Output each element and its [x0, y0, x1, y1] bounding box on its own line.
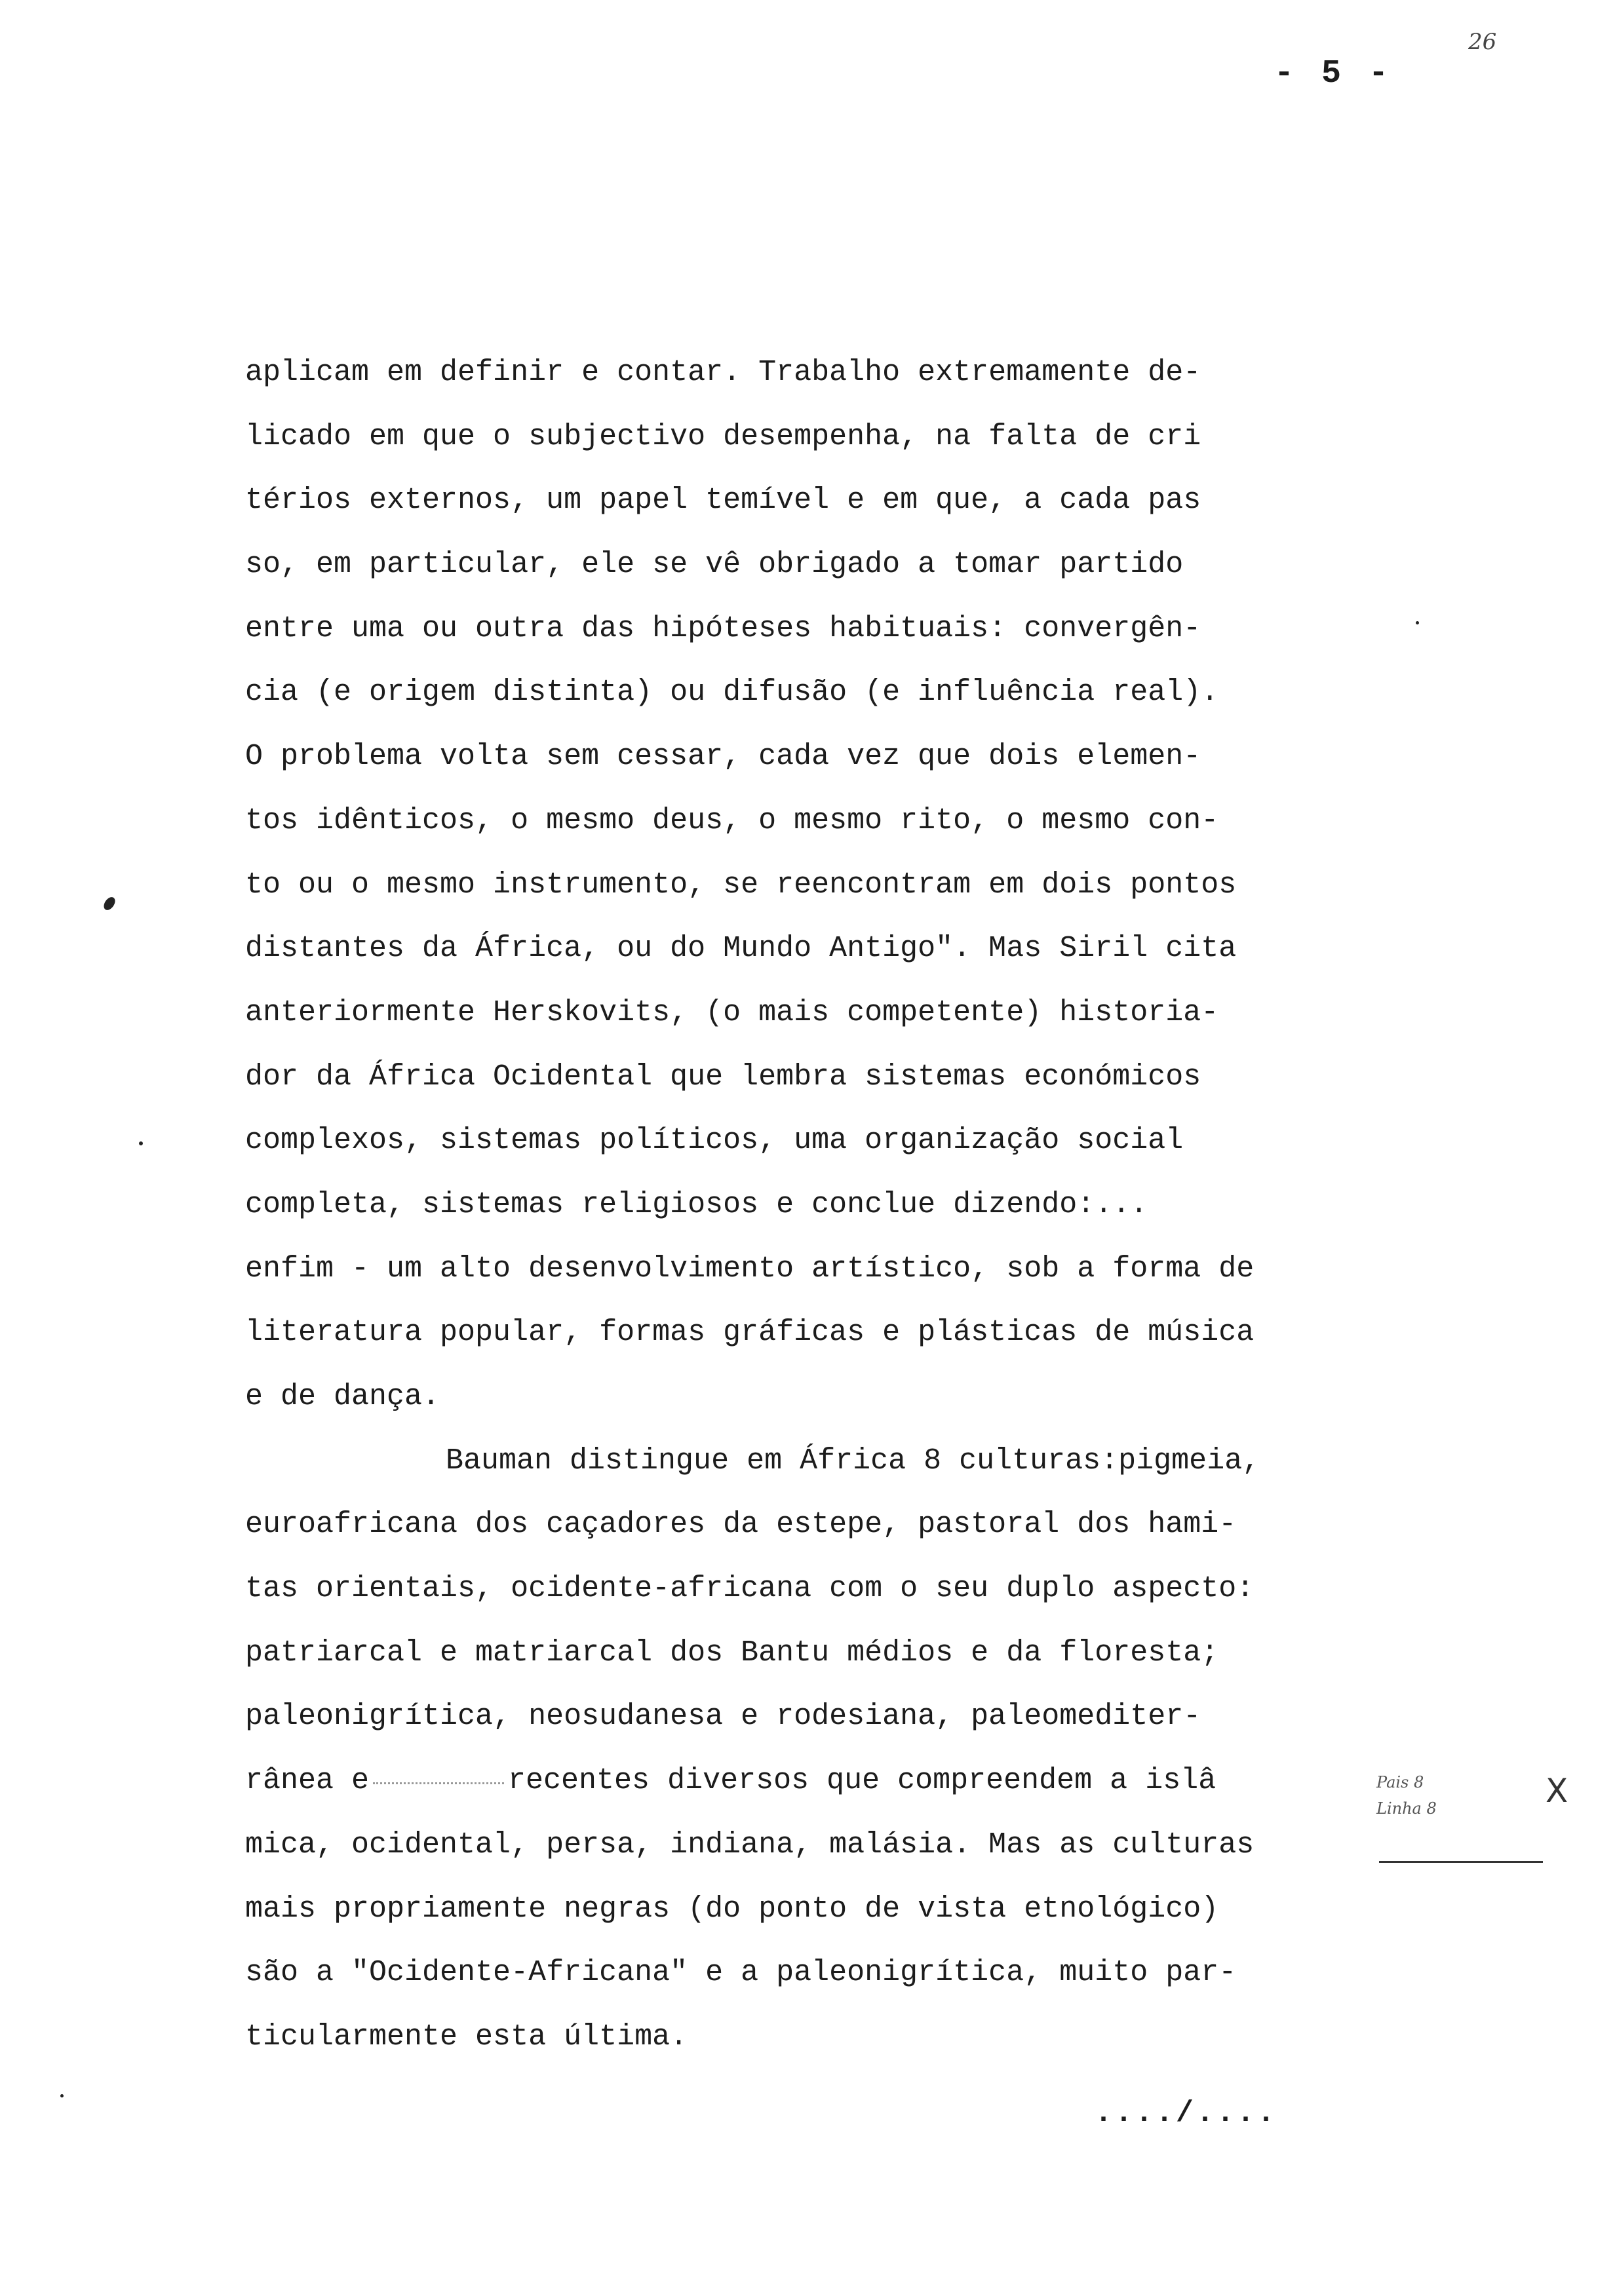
text-line: distantes da África, ou do Mundo Antigo". Mas Siril cita — [245, 932, 1237, 966]
text-line-with-gap — [245, 1749, 1386, 1813]
continuation-mark: ..../.... — [1095, 2097, 1278, 2130]
ink-speck — [102, 895, 117, 912]
text-line: são a "Ocidente-Africana" e a paleonigrítica, muito par- — [245, 1956, 1237, 1990]
text-line-indented: Bauman distingue em África 8 culturas:pigmeia, — [446, 1444, 1260, 1478]
text-line: térios externos, um papel temível e em que, a cada pas — [245, 484, 1201, 518]
ink-speck — [139, 1141, 143, 1145]
text-line: to ou o mesmo instrumento, se reencontram em dois pontos — [245, 868, 1237, 902]
page-number: - 5 - — [1274, 55, 1393, 92]
text-line: complexos, sistemas políticos, uma organização social — [245, 1124, 1184, 1158]
text-line: patriarcal e matriarcal dos Bantu médios e da floresta; — [245, 1636, 1219, 1670]
text-line: so, em particular, ele se vê obrigado a tomar partido — [245, 548, 1184, 582]
corner-handwritten-mark: 26 — [1468, 29, 1497, 55]
text-line: paleonigrítica, neosudanesa e rodesiana, paleomediter- — [245, 1700, 1201, 1734]
text-line: literatura popular, formas gráficas e plásticas de música — [245, 1316, 1255, 1350]
margin-x-mark: X — [1546, 1772, 1568, 1810]
text-line: tos idênticos, o mesmo deus, o mesmo rito, o mesmo con- — [245, 803, 1219, 837]
text-line: licado em que o subjectivo desempenha, na falta de cri — [245, 419, 1201, 453]
gap-line-start: rânea e — [245, 1764, 370, 1798]
ink-speck — [60, 2094, 64, 2097]
text-line: enfim - um alto desenvolvimento artístico, sob a forma de — [245, 1252, 1255, 1286]
body-text — [245, 341, 1386, 2069]
text-line: O problema volta sem cessar, cada vez que dois elemen- — [245, 740, 1201, 774]
text-line: e de dança. — [245, 1380, 440, 1413]
gap-line-end: recentes diversos que compreendem a islâ — [508, 1764, 1216, 1798]
text-line: aplicam em definir e contar. Trabalho extremamente de- — [245, 356, 1201, 389]
text-line: ticularmente esta última. — [245, 2019, 688, 2054]
text-line: anteriormente Herskovits, (o mais competente) historia- — [245, 995, 1219, 1029]
text-line: cia (e origem distinta) ou difusão (e influência real). — [245, 676, 1219, 710]
text-line: euroafricana dos caçadores da estepe, pastoral dos hami- — [245, 1508, 1237, 1542]
text-line: tas orientais, ocidente-africana com o seu duplo aspecto: — [245, 1572, 1255, 1606]
text-line: mica, ocidental, persa, indiana, malásia. Mas as culturas — [245, 1827, 1255, 1862]
text-line: completa, sistemas religiosos e conclue dizendo:... — [245, 1187, 1148, 1221]
margin-underline — [1379, 1861, 1543, 1863]
dotted-blank — [373, 1782, 504, 1784]
text-line: entre uma ou outra das hipóteses habituais: convergên- — [245, 611, 1201, 645]
ink-speck — [1416, 621, 1419, 624]
margin-handwritten-note: Pais 8 Linha 8 — [1376, 1773, 1437, 1818]
text-line: dor da África Ocidental que lembra sistemas económicos — [245, 1060, 1201, 1094]
text-line: mais propriamente negras (do ponto de vista etnológico) — [245, 1892, 1219, 1926]
